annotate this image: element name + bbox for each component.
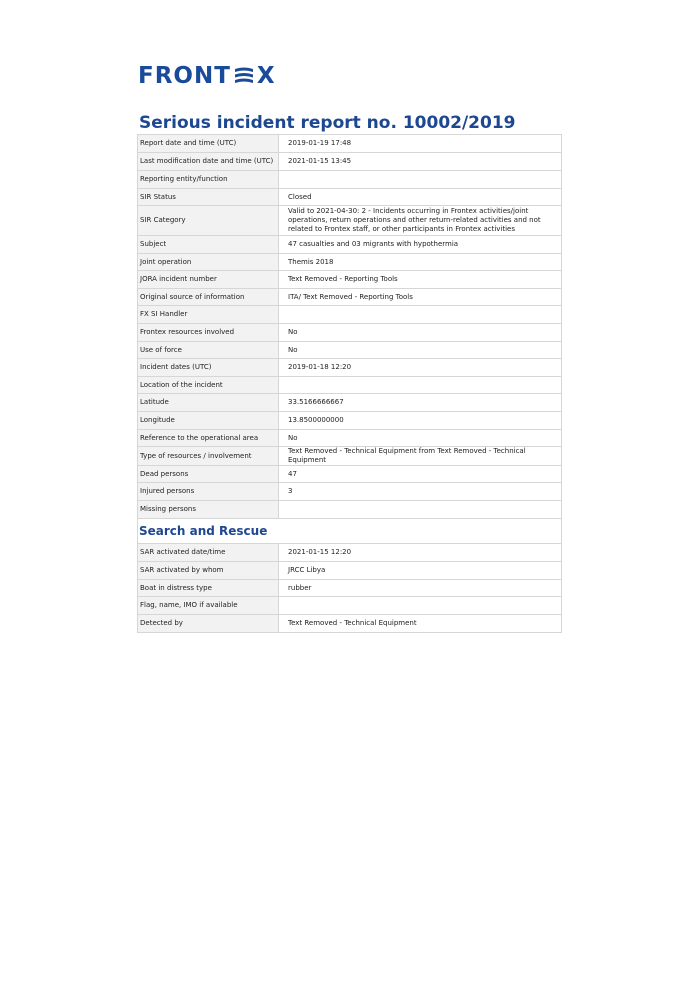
table-row xyxy=(138,271,562,289)
row-value: No xyxy=(279,324,562,342)
row-value xyxy=(279,597,562,615)
table-row xyxy=(138,501,562,519)
row-label: Last modification date and time (UTC) xyxy=(138,153,279,171)
row-label: Missing persons xyxy=(138,501,279,519)
row-value xyxy=(279,501,562,519)
frontex-logo xyxy=(138,62,276,90)
table-row xyxy=(138,254,562,271)
row-label: SIR Status xyxy=(138,189,279,206)
row-value: Text Removed - Technical Equipment from Text Removed - Technical Equipment xyxy=(279,447,562,466)
table-row xyxy=(138,615,562,633)
incident-details-table xyxy=(137,134,562,519)
row-label: JORA incident number xyxy=(138,271,279,289)
row-label: Reference to the operational area xyxy=(138,430,279,447)
row-label: Reporting entity/function xyxy=(138,171,279,189)
row-label: FX SI Handler xyxy=(138,306,279,324)
row-value: No xyxy=(279,342,562,359)
row-value: 2021-01-15 12:20 xyxy=(279,544,562,562)
table-row xyxy=(138,483,562,501)
row-value: rubber xyxy=(279,580,562,597)
row-label: Joint operation xyxy=(138,254,279,271)
row-value: Text Removed - Technical Equipment xyxy=(279,615,562,633)
table-row xyxy=(138,306,562,324)
table-row xyxy=(138,324,562,342)
row-value: 2019-01-18 12:20 xyxy=(279,359,562,377)
row-label: Frontex resources involved xyxy=(138,324,279,342)
row-label: SIR Category xyxy=(138,206,279,236)
row-label: Longitude xyxy=(138,412,279,430)
row-label: Location of the incident xyxy=(138,377,279,394)
table-row xyxy=(138,342,562,359)
row-label: Use of force xyxy=(138,342,279,359)
table-row xyxy=(138,412,562,430)
row-label: SAR activated by whom xyxy=(138,562,279,580)
logo-waves-icon xyxy=(233,65,255,87)
row-value: 33.5166666667 xyxy=(279,394,562,412)
table-row xyxy=(138,236,562,254)
row-label: Dead persons xyxy=(138,466,279,483)
table-row xyxy=(138,359,562,377)
row-value: Text Removed - Reporting Tools xyxy=(279,271,562,289)
sar-section-title: Search and Rescue xyxy=(139,524,268,538)
row-value: No xyxy=(279,430,562,447)
row-value: Closed xyxy=(279,189,562,206)
row-value xyxy=(279,171,562,189)
row-label: Detected by xyxy=(138,615,279,633)
table-row xyxy=(138,206,562,236)
row-value xyxy=(279,377,562,394)
table-row xyxy=(138,597,562,615)
table-row xyxy=(138,171,562,189)
table-row xyxy=(138,580,562,597)
row-label: Boat in distress type xyxy=(138,580,279,597)
row-label: Flag, name, IMO if available xyxy=(138,597,279,615)
row-value: 3 xyxy=(279,483,562,501)
logo-text-left: FRONT xyxy=(138,63,231,89)
row-value: 47 casualties and 03 migrants with hypothermia xyxy=(279,236,562,254)
table-row xyxy=(138,153,562,171)
row-label: Subject xyxy=(138,236,279,254)
row-value: ITA/ Text Removed - Reporting Tools xyxy=(279,289,562,306)
row-label: Type of resources / involvement xyxy=(138,447,279,466)
row-value: Valid to 2021-04-30: 2 - Incidents occurring in Frontex activities/joint operations, return operations and other return-related activities and not related to Frontex staff, or other participants in Frontex activities xyxy=(279,206,562,236)
logo-text-right: X xyxy=(256,63,276,89)
row-value xyxy=(279,306,562,324)
table-row xyxy=(138,430,562,447)
table-row xyxy=(138,189,562,206)
row-value: 47 xyxy=(279,466,562,483)
table-row xyxy=(138,544,562,562)
row-label: Incident dates (UTC) xyxy=(138,359,279,377)
table-row xyxy=(138,466,562,483)
row-value: 13.8500000000 xyxy=(279,412,562,430)
row-value: JRCC Libya xyxy=(279,562,562,580)
page-title: Serious incident report no. 10002/2019 xyxy=(139,113,516,133)
row-label: Original source of information xyxy=(138,289,279,306)
row-label: Report date and time (UTC) xyxy=(138,135,279,153)
table-row xyxy=(138,377,562,394)
row-value: Themis 2018 xyxy=(279,254,562,271)
sar-details-table xyxy=(137,543,562,633)
row-value: 2019-01-19 17:48 xyxy=(279,135,562,153)
row-label: Latitude xyxy=(138,394,279,412)
row-label: Injured persons xyxy=(138,483,279,501)
row-value: 2021-01-15 13:45 xyxy=(279,153,562,171)
table-row xyxy=(138,289,562,306)
table-row xyxy=(138,447,562,466)
table-row xyxy=(138,562,562,580)
row-label: SAR activated date/time xyxy=(138,544,279,562)
table-row xyxy=(138,394,562,412)
table-row xyxy=(138,135,562,153)
